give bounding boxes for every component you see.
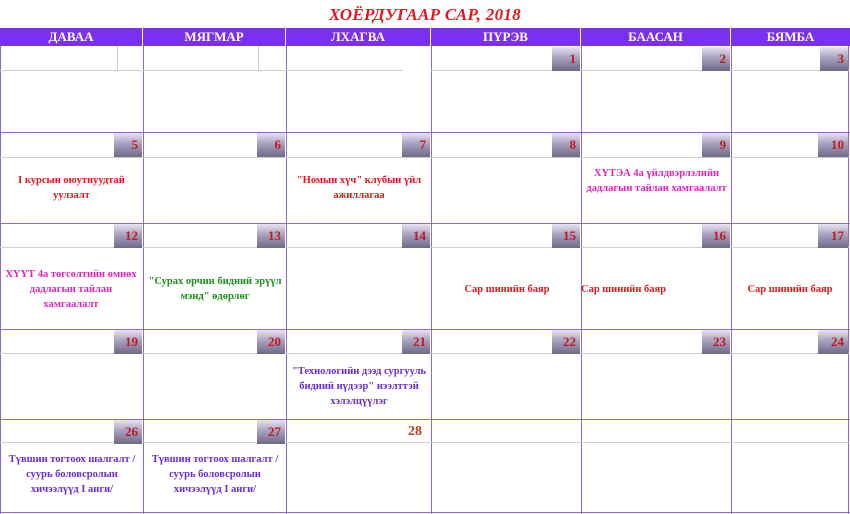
event-book-club: "Номын хүч" клубын үйл ажиллагаа: [296, 175, 422, 201]
date-27[interactable]: 27: [257, 420, 285, 444]
event-lunar-new-year-fri: Сар шинийн баяр: [581, 284, 667, 295]
grid-line: [117, 46, 118, 70]
grid-line: [431, 46, 432, 514]
weekday-wednesday: ЛХАГВА: [286, 28, 431, 46]
date-1[interactable]: 1: [552, 47, 580, 71]
event-technology-discussion: "Технологийн дээд сургууль бидний нүдээр" нээлттэй хэлэлцүүлэг: [291, 366, 427, 407]
date-3[interactable]: 3: [820, 47, 848, 71]
date-14[interactable]: 14: [402, 224, 430, 248]
grid-line: [286, 46, 287, 514]
date-10[interactable]: 10: [818, 133, 848, 157]
event-health-day: "Сурах орчин бидний эрүүл мэнд" өдөрлөг: [148, 276, 282, 302]
date-19[interactable]: 19: [114, 330, 142, 354]
date-8[interactable]: 8: [552, 133, 580, 157]
date-23[interactable]: 23: [702, 330, 730, 354]
event-practice-defense-htea: ХҮТЭА 4а үйлдвэрлэлийн дадлагын тайлан хамгаалалт: [586, 168, 727, 194]
date-15[interactable]: 15: [552, 224, 580, 248]
calendar-title: ХОЁРДУГААР САР, 2018: [329, 5, 521, 24]
date-24[interactable]: 24: [818, 330, 848, 354]
event-placement-test-tue: Түвшин тогтоох шалгалт /суурь боловсролын хичээлүүд I анги/: [151, 454, 279, 495]
date-22[interactable]: 22: [552, 330, 580, 354]
date-17[interactable]: 17: [818, 224, 848, 248]
grid-line: [0, 157, 850, 158]
grid-line: [0, 70, 403, 71]
event-first-year-meeting: I курсын оюутнуудтай уулзалт: [18, 175, 125, 201]
grid-line: [0, 46, 1, 514]
date-20[interactable]: 20: [257, 330, 285, 354]
calendar-grid: [0, 46, 850, 514]
event-pregraduation-defense: ХҮҮТ 4а төгсөлтийн өмнөх дадлагын тайлан хамгаалалт: [5, 269, 137, 310]
weekday-saturday: БЯМБА: [766, 29, 815, 44]
weekday-monday: ДАВАА: [0, 28, 143, 46]
date-5[interactable]: 5: [114, 133, 142, 157]
grid-line: [143, 46, 144, 514]
date-6[interactable]: 6: [257, 133, 285, 157]
date-21[interactable]: 21: [402, 330, 430, 354]
grid-line: [431, 70, 850, 71]
grid-line: [848, 46, 849, 514]
event-lunar-new-year-sat: Сар шинийн баяр: [747, 284, 833, 295]
weekday-header: [0, 28, 850, 46]
grid-line: [581, 46, 582, 514]
grid-line: [258, 46, 259, 70]
grid-line: [0, 512, 850, 513]
date-7[interactable]: 7: [402, 133, 430, 157]
date-9[interactable]: 9: [702, 133, 730, 157]
event-placement-test-mon: Түвшин тогтоох шалгалт /суурь боловсролын хичээлүүд I анги/: [8, 454, 136, 495]
grid-line: [731, 46, 732, 514]
weekday-friday: БААСАН: [581, 28, 731, 46]
date-2[interactable]: 2: [702, 47, 730, 71]
date-28[interactable]: 28: [408, 424, 422, 439]
date-26[interactable]: 26: [114, 420, 142, 444]
weekday-thursday: ПҮРЭВ: [431, 28, 581, 46]
date-12[interactable]: 12: [114, 224, 142, 248]
date-13[interactable]: 13: [257, 224, 285, 248]
event-lunar-new-year-thu: Сар шинийн баяр: [464, 284, 550, 295]
date-16[interactable]: 16: [702, 224, 730, 248]
weekday-tuesday: МЯГМАР: [143, 28, 286, 46]
